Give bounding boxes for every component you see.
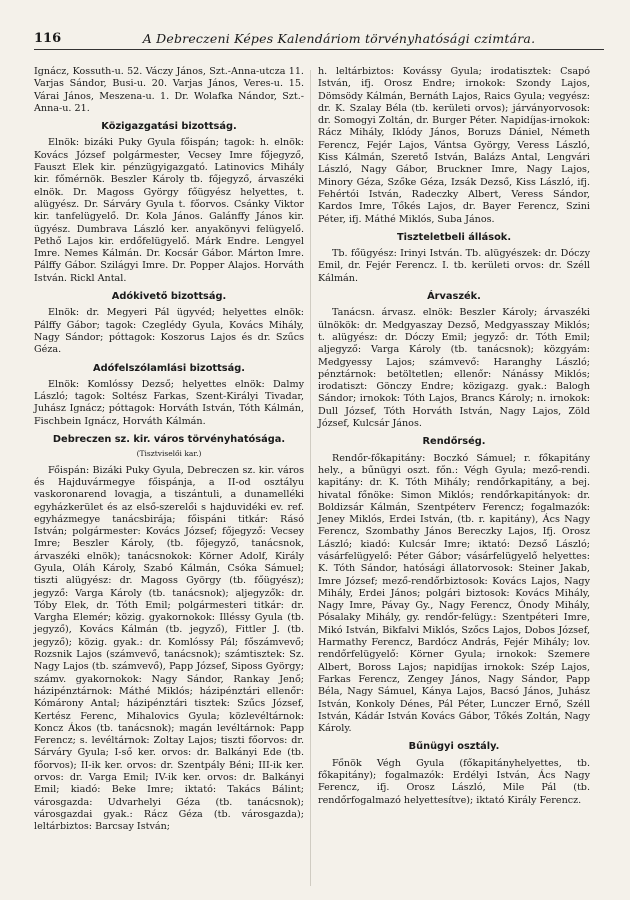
- right-paragraph: Főnök Végh Gyula (főkapitányhelyettes, tb. főkapitány); fogalmazók: Erdélyi István, Ács Nagy Ferencz, ifj. Orosz László, Mile Pál (tb. rendőrfogalmazó helyettesítve); iktató Király Ferencz.: [318, 757, 590, 806]
- right-paragraph: h. leltárbiztos: Kovássy Gyula; irodatisztek: Csapó István, ifj. Orosz Endre; irnokok: Szondy Lajos, Dömsödy Kálmán, Bernáth Lajos, Raics Gyula; vegyész: dr. K. Szalay Béla (tb. kerületi orvos); járványorvosok: dr. Somogyi Zoltán, dr. Burger Péter. Napidíjas-irnokok: Rácz Mihály, Iklódy János, Boruzs Dániel, Németh Ferencz, Fejér Lajos, Vántsa György, Veress László, Kiss Kálmán, Szerető István, Balázs Antal, Lengvári László, Nagy Gábor, Bruckner Imre, Nagy Lajos, Minory Géza, Szőke Géza, Izsák Dezső, Kiss László, ifj. Fehértói István, Radeczky Albert, Veress Sándor, Kardos Imre, Tőkés Lajos, dr. Bayer Ferencz, Szini Péter, ifj. Máthé Miklós, Suba János.: [318, 66, 590, 225]
- right-paragraph: Tanácsn. árvasz. elnök: Beszler Károly; árvaszéki ülnökök: dr. Medgyaszay Dezső, Medgyasszay Miklós; t. alügyész: dr. Dóczy Emil; jegyző: dr. Tóth Emil; aljegyző: Varga Károly (tb. tanácsnok); közgyám: Medgyessy Lajos; számvevő: Haranghy László; pénztárnok: betöltetlen; ellenőr: Nánássy Miklós; irodatiszt: Gönczy Endre; közigazg. gyak.: Balogh Sándor; irnokok: Tóth Lajos, Brancs Károly; n. irnokok: Dull József, Tóth Horváth István, Nagy Lajos, Zöld József, Kulcsár János.: [318, 307, 590, 430]
- left-section-heading: Adókivető bizottság.: [111, 291, 227, 303]
- left-paragraph: Ignácz, Kossuth-u. 52. Váczy János, Szt.-Anna-utcza 11. Varjas Sándor, Busi-u. 20. Varjas János, Veres-u. 15. Várai János, Meszena-u. 1. Dr. Wolafka Nándor, Szt.-Anna-u. 21.: [34, 66, 304, 114]
- right-section-heading: Árvaszék.: [427, 291, 481, 303]
- page-header: [34, 26, 604, 50]
- left-paragraph: Elnök: bizáki Puky Gyula főispán; tagok: h. elnök: Kovács József polgármester, Vecsey Imre főjegyző, Fauszt Elek kir. pénzügyigazgató. Latinovics Mihály kir. főmérnök. Beszler Károly tb. főjegyző, árvaszéki elnök. Dr. Magoss György főügyész helyettes, t. alügyész. Dr. Sárváry Gyula t. főorvos. Csánky Viktor kir. tanfelügyelő. Dr. Kola János. Galánffy János kir. ügyész. Dumbrava László ker. anyakönyvi felügyelő. Pethő Lajos kir. erdőfelügyelő. Márk Endre. Lengyel Imre. Nemes Kálmán. Dr. Kocsár Gábor. Márton Imre. Pálffy Gábor. Szilágyi Imre. Dr. Popper Alajos. Horváth István. Rickl Antal.: [34, 137, 304, 284]
- left-column: [34, 66, 304, 834]
- left-paragraph: Elnök: Komlóssy Dezső; helyettes elnök: Dalmy László; tagok: Soltész Farkas, Szent-Királyi Tivadar, Juhász Ignácz; póttagok: Horváth István, Tóth Kálmán, Fischbein Ignácz, Horváth Kálmán.: [34, 378, 304, 427]
- right-paragraph: Rendőr-főkapitány: Boczkó Sámuel; r. főkapitány hely., a bűnügyi oszt. főn.: Végh Gyula; mező-rendi. kapitány: dr. K. Tóth Mihály; rendőrkapitány, a bej. hivatal főnöke: Simon Miklós; rendőrkapitányok: dr. Boldizsár Kálmán, Szentpéterv Ferencz; fogalmazók: Jeney Miklós, Erdei István, (tb. r. kapitány), Ács Nagy Ferencz, Szombathy János Bereczky Lajos, Ifj. Orosz László; kiadó: Kulcsár Imre; iktató: Dezső László; vásárfelügyelő: Péter Gábor; vásárfelügyelő helyettes: K. Tóth Sándor, hatósági állatorvosok: Steiner Jakab, Imre József; mező-rendőrbiztosok: Kovács Lajos, Nagy Mihály, Erdei János; polgári biztosok: Kovács Mihály, Nagy Imre, Pávay Gy., Nagy Ferencz, Ónody Mihály, Pósalaky Mihály, gy. rendőr-felügy.: Szentpéteri Imre, Mikó István, Bikfalvi Miklós, Szőcs Lajos, Dobos József, Harmathy Ferencz, Bardócz András, Fejér Mihály; lov. rendőrfelügyelő: Körner Gyula; irnokok: Szemere Albert, Boross Lajos; napidíjas irnokok: Szép Lajos, Farkas Ferencz, Zengey János, Nagy Sándor, Papp Béla, Nagy Sámuel, Kánya Lajos, Bacsó János, Juhász István, Konkoly Dénes, Pál Péter, Lunczer Ernő, Széll István, Kádár István Kovács Gábor, Tőkés Zoltán, Nagy Károly.: [318, 452, 590, 735]
- column-divider: [310, 70, 311, 886]
- right-column: [318, 66, 590, 807]
- left-paragraph: Elnök: dr. Megyeri Pál ügyvéd; helyettes elnök: Pálffy Gábor; tagok: Czeglédy Gyula, Kovács Mihály, Nagy Sándor; póttagok: Koszorus Lajos és dr. Szűcs Géza.: [34, 307, 304, 356]
- page-number: 116: [34, 31, 62, 46]
- right-section-heading: Rendőrség.: [422, 436, 486, 448]
- right-paragraph: Tb. főügyész: Irinyi István. Tb. alügyészek: dr. Dóczy Emil, dr. Fejér Ferencz. I. tb. kerületi orvos: dr. Széll Kálmán.: [318, 248, 590, 284]
- left-section-heading: Közigazgatási bizottság.: [101, 121, 237, 133]
- left-section-subtitle: (Tisztviselői kar.): [136, 449, 202, 459]
- left-paragraph: Főispán: Bizáki Puky Gyula, Debreczen sz. kir. város és Hajduvármegye főispánja, a II-od osztályu vaskoronarend lovagja, a tiszántuli, a dunamelléki egyházkerület és az első-szerelői s hajduvidéki ev. ref. egyházmegye tanácsbirája; főispáni titkár: Rásó István; polgármester: Kovács József; főjegyző: Vecsey Imre; Beszler Károly, (tb. főjegyző, tanácsnok, árvaszéki elnök); tanácsnokok: Körner Adolf, Király Gyula, Oláh Károly, Szabó Kálmán, Csóka Sámuel; tiszti alügyész: dr. Magoss György (tb. főügyész); jegyző: Varga Károly (tb. tanácsnok); aljegyzők: dr. Tóby Elek, dr. Tóth Emil; polgármesteri titkár: dr. Vargha Elemér; közig. gyakornokok: Illéssy Gyula (tb. jegyző), Kovács Kálmán (tb. jegyző), Fittler J. (tb. jegyző); közig. gyak.: dr. Komlóssy Pál; főszámvevő; Rozsnik Lajos (számvevő, tanácsnok); számtisztek: Sz. Nagy Lajos (tb. számvevő), Papp József, Siposs György; számv. gyakornokok: Nagy Sándor, Rankay Jenő; házipénztárnok: Máthé Miklós; házipénztári ellenőr: Kómárony Antal; házipénztári tisztek: Szűcs József, Kertész Ferenc, Mihalovics Gyula; közlevéltárnok: Koncz Ákos (tb. tanácsnok); magán levéltárnok: Papp Ferencz; s. levéltárnok: Zoltay Lajos; tiszti főorvos: dr. Sárváry Gyula; I-ső ker. orvos: dr. Balkányi Ede (tb. főorvos); II-ik ker. orvos: dr. Szentpály Béni; III-ik ker. orvos: dr. Varga Emil; IV-ik ker. orvos: dr. Balkányi Emil; kiadó: Beke Imre; iktató: Takács Bálint; városgazda: Udvarhelyi Géza (tb. tanácsnok); városgazdai gyak.: Rácz Géza (tb. városgazda); leltárbiztos: Barcsay István;: [34, 464, 304, 833]
- left-section-heading: Debreczen sz. kir. város törvényhatósága.: [52, 434, 286, 446]
- right-section-heading: Bűnügyi osztály.: [408, 741, 500, 753]
- right-section-heading: Tiszteletbeli állások.: [396, 231, 512, 243]
- left-section-heading: Adófelszólamlási bizottság.: [93, 362, 245, 374]
- running-title: A Debreczeni Képes Kalendáriom törvényhatósági czimtára.: [142, 31, 536, 46]
